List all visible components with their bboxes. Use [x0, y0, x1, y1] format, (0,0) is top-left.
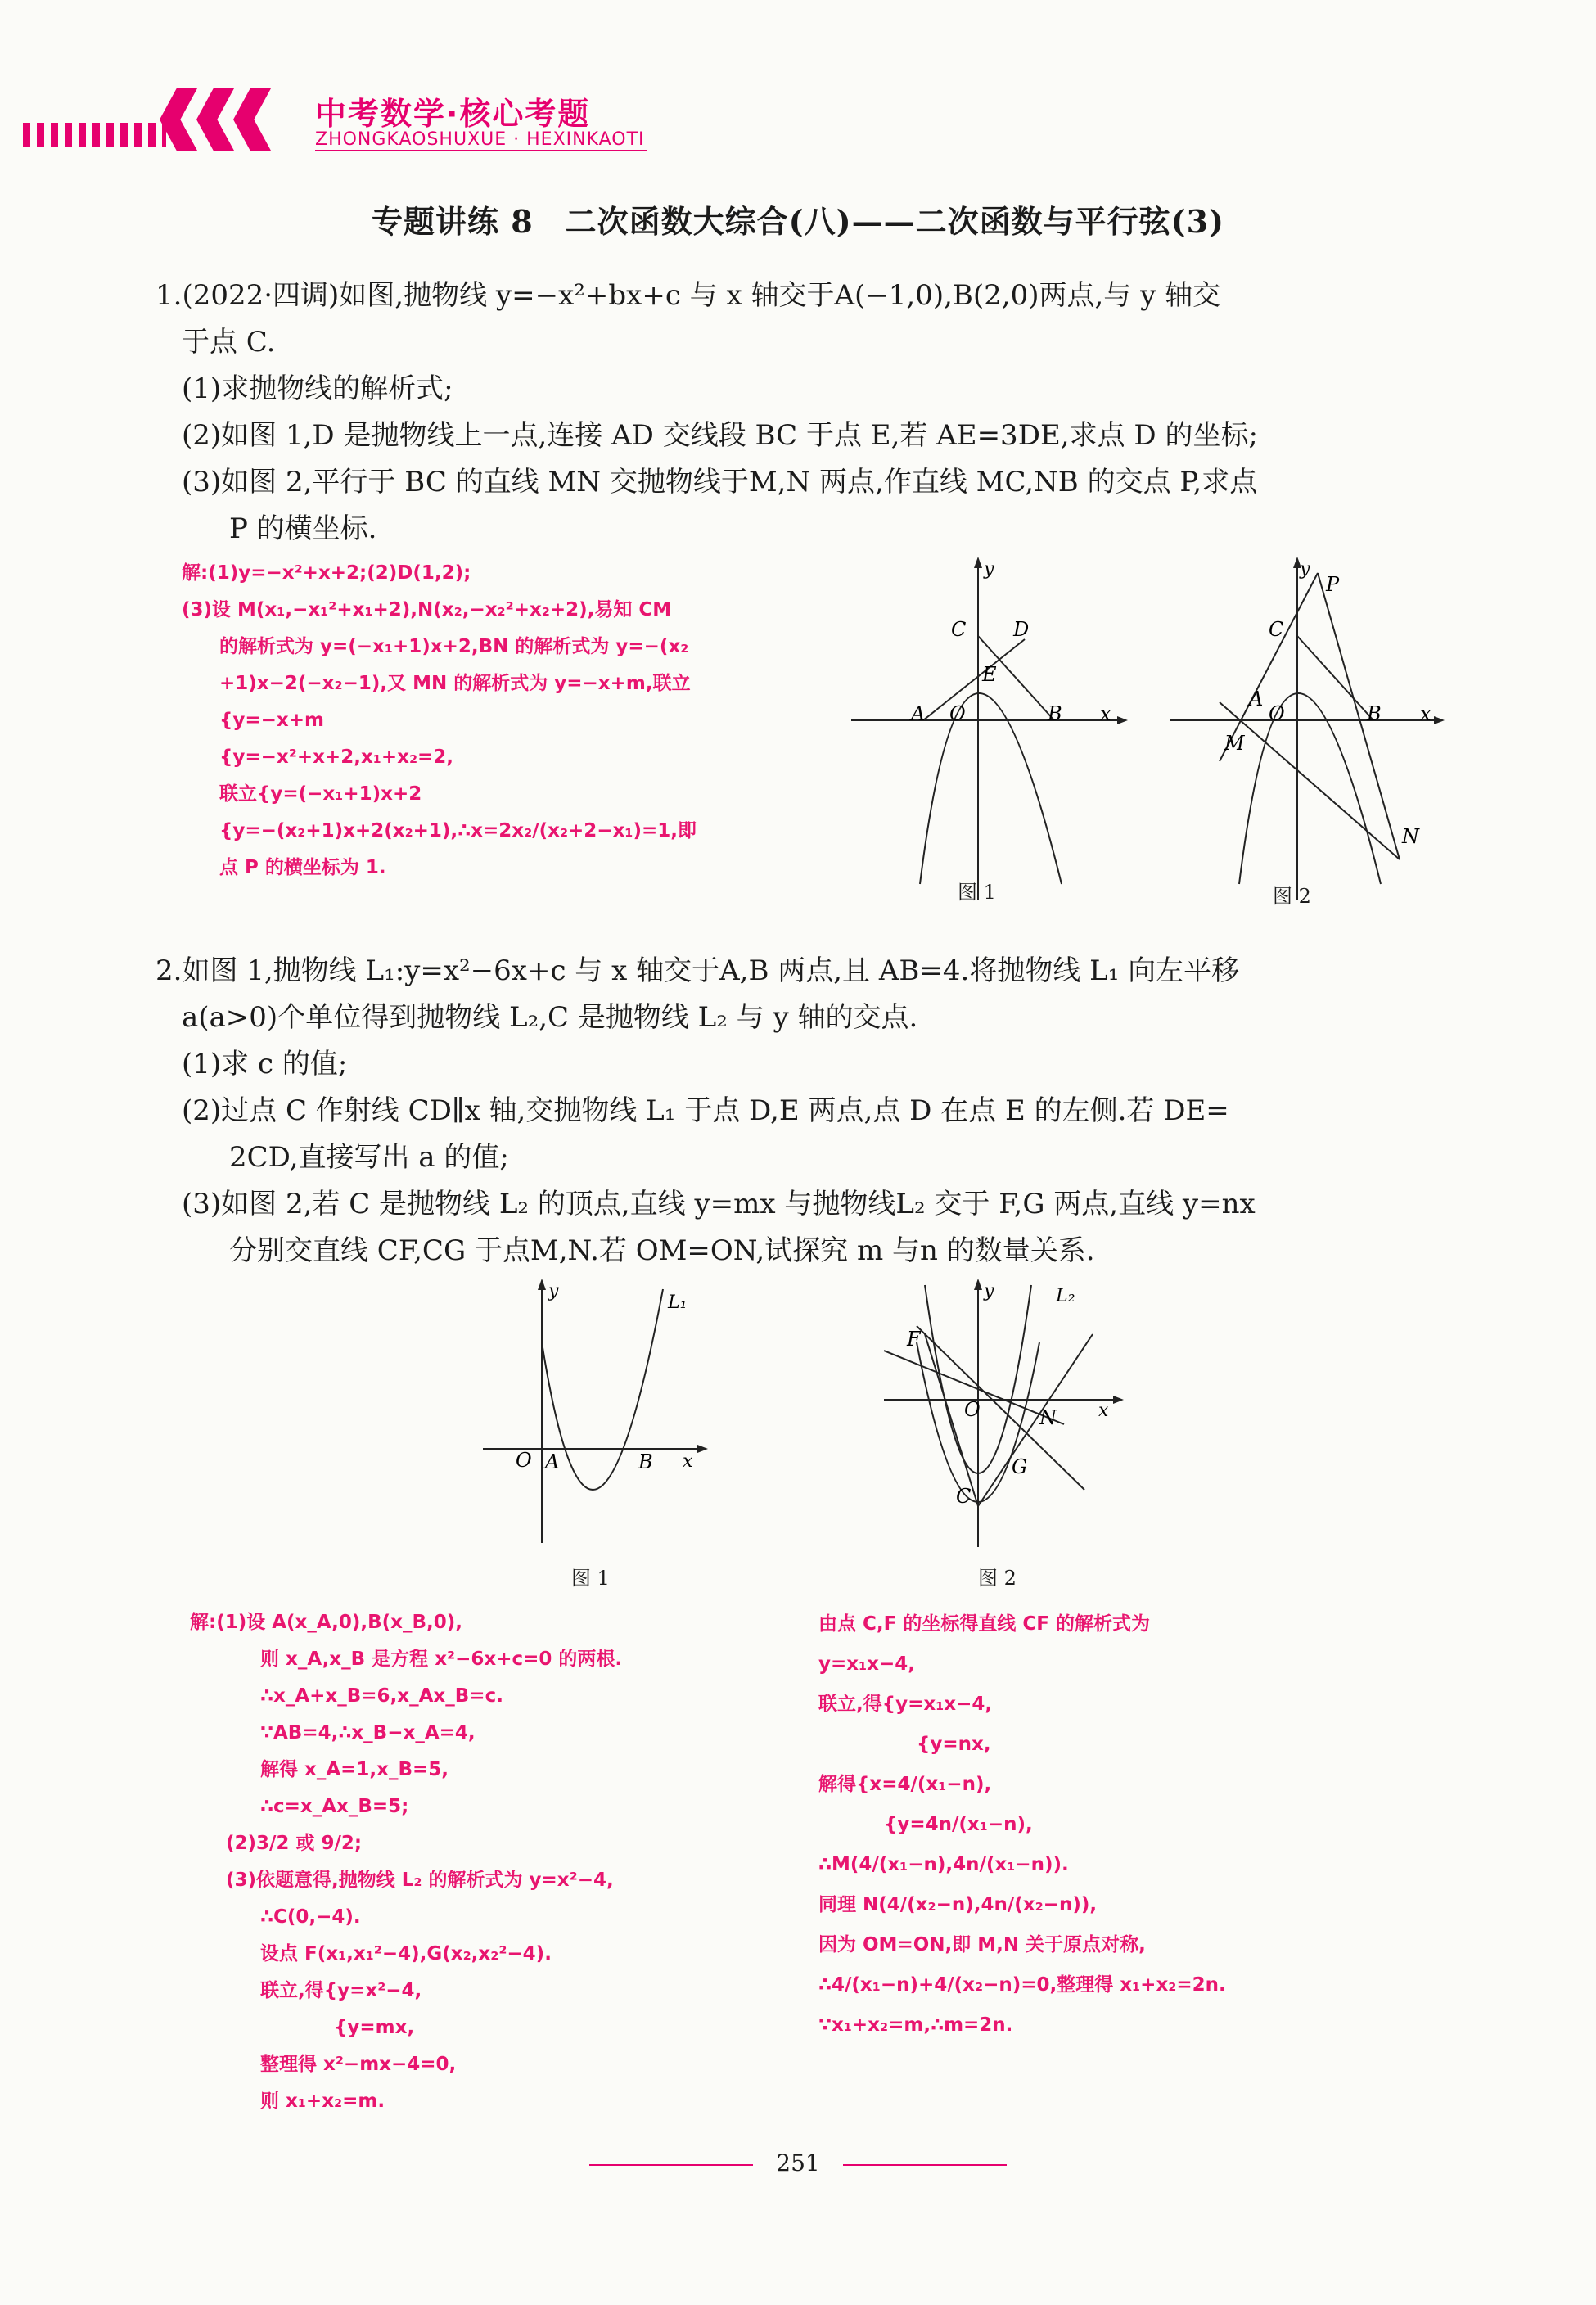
solution-line: ∴4/(x₁−n)+4/(x₂−n)=0,整理得 x₁+x₂=2n. [818, 1974, 1226, 1996]
label-p: P [1326, 573, 1340, 596]
q1-solution [182, 555, 836, 886]
solution-line: 解得 x_A=1,x_B=5, [260, 1759, 449, 1780]
label-a: A [545, 1450, 560, 1473]
solution-line: {y=−x²+x+2,x₁+x₂=2, [219, 747, 454, 768]
question-2 [156, 948, 1449, 1274]
label-m: M [1224, 732, 1245, 755]
label-n: N [1039, 1406, 1057, 1429]
solution-line: 设点 F(x₁,x₁²−4),G(x₂,x₂²−4). [260, 1943, 552, 1964]
q1-fig2-caption: 图 2 [1273, 885, 1311, 908]
label-a: A [911, 702, 926, 725]
solution-line: {y=mx, [334, 2017, 415, 2038]
q1-figure-1 [851, 557, 1129, 917]
x-axis-arrow [1434, 716, 1445, 724]
q2-part2: (2)过点 C 作射线 CD∥x 轴,交抛物线 L₁ 于点 D,E 两点,点 D 在点 E 的左侧.若 DE= [182, 1094, 1229, 1127]
page-title: 专题讲练 8 二次函数大综合(八)——二次函数与平行弦(3) [371, 203, 1225, 240]
label-y: y [984, 559, 994, 580]
q2-part1: (1)求 c 的值; [182, 1048, 348, 1080]
solution-line: 解:(1)y=−x²+x+2;(2)D(1,2); [182, 562, 471, 584]
label-y: y [1300, 559, 1310, 580]
solution-line: 解:(1)设 A(x_A,0),B(x_B,0), [190, 1612, 462, 1633]
q1-line1: 1.(2022·四调)如图,抛物线 y=−x²+bx+c 与 x 轴交于A(−1,0),B(2,0)两点,与 y 轴交 [156, 279, 1221, 312]
label-g: G [1012, 1455, 1028, 1478]
y-axis-arrow [974, 1279, 982, 1290]
solution-line: {y=−(x₂+1)x+2(x₂+1),∴x=2x₂/(x₂+2−x₁)=1,即 [219, 820, 697, 841]
q2-part3: (3)如图 2,若 C 是抛物线 L₂ 的顶点,直线 y=mx 与抛物线L₂ 交于 F,G 两点,直线 y=nx [182, 1188, 1256, 1220]
q2-figure-1 [483, 1277, 712, 1547]
label-x: x [683, 1451, 693, 1472]
solution-line: 点 P 的横坐标为 1. [219, 857, 386, 878]
solution-line: 则 x₁+x₂=m. [260, 2091, 385, 2112]
q1-part1: (1)求抛物线的解析式; [182, 372, 453, 405]
label-x: x [1098, 1401, 1109, 1421]
label-o: O [964, 1398, 981, 1421]
solution-line: 由点 C,F 的坐标得直线 CF 的解析式为 [818, 1613, 1150, 1635]
solution-line: y=x₁x−4, [818, 1653, 916, 1675]
label-x: x [1420, 702, 1431, 725]
x-axis-arrow [1113, 1396, 1124, 1404]
solution-line: 整理得 x²−mx−4=0, [260, 2054, 457, 2075]
solution-line: {y=nx, [917, 1734, 991, 1755]
label-d: D [1013, 618, 1030, 641]
q2-figure-2 [884, 1277, 1129, 1555]
header-subtitle: ZHONGKAOSHUXUE · HEXINKAOTI [315, 129, 645, 150]
q1-part3: (3)如图 2,平行于 BC 的直线 MN 交抛物线于M,N 两点,作直线 MC,NB 的交点 P,求点 [182, 466, 1258, 498]
label-y: y [548, 1281, 559, 1301]
label-l2: L₂ [1056, 1286, 1075, 1306]
solution-line: (2)3/2 或 9/2; [226, 1833, 363, 1854]
parabola [920, 693, 1062, 884]
q2-line1: 2.如图 1,抛物线 L₁:y=x²−6x+c 与 x 轴交于A,B 两点,且 AB=4.将抛物线 L₁ 向左平移 [156, 954, 1240, 987]
solution-line: ∴c=x_Ax_B=5; [260, 1796, 409, 1817]
question-1 [156, 273, 1449, 553]
label-f: F [907, 1328, 921, 1351]
solution-line: (3)设 M(x₁,−x₁²+x₁+2),N(x₂,−x₂²+x₂+2),易知 CM [182, 599, 672, 620]
q2-part2-cont: 2CD,直接写出 a 的值; [229, 1141, 509, 1174]
header-rule [315, 150, 647, 151]
y-axis-arrow [974, 557, 982, 568]
q2-solution-left [190, 1604, 779, 2120]
solution-line: +1)x−2(−x₂−1),又 MN 的解析式为 y=−x+m,联立 [219, 673, 691, 694]
solution-line: 因为 OM=ON,即 M,N 关于原点对称, [818, 1934, 1146, 1955]
label-o: O [949, 702, 966, 725]
label-l1: L₁ [668, 1292, 688, 1313]
header-chevron [233, 88, 271, 151]
header-title: 中考数学·核心考题 [315, 96, 591, 132]
segment-ad [923, 639, 1025, 720]
page-number: 251 [776, 2149, 820, 2176]
label-a: A [1249, 688, 1264, 710]
q1-line2: 于点 C. [182, 326, 276, 359]
label-o: O [1269, 702, 1285, 725]
solution-line: 联立{y=(−x₁+1)x+2 [219, 783, 422, 805]
header-chevron [196, 88, 234, 151]
label-n: N [1402, 825, 1419, 848]
label-c: C [1269, 618, 1284, 641]
solution-line: 解得{x=4/(x₁−n), [818, 1774, 992, 1795]
line-nb [1318, 573, 1400, 859]
solution-line: 联立,得{y=x²−4, [260, 1980, 422, 2001]
solution-line: (3)依题意得,抛物线 L₂ 的解析式为 y=x²−4, [226, 1870, 614, 1891]
q2-part3-cont: 分别交直线 CF,CG 于点M,N.若 OM=ON,试探究 m 与n 的数量关系. [229, 1234, 1095, 1267]
q1-part2: (2)如图 1,D 是抛物线上一点,连接 AD 交线段 BC 于点 E,若 AE=3DE,求点 D 的坐标; [182, 419, 1258, 452]
label-b: B [1367, 702, 1382, 725]
solution-line: 则 x_A,x_B 是方程 x²−6x+c=0 的两根. [260, 1649, 623, 1670]
solution-line: ∴x_A+x_B=6,x_Ax_B=c. [260, 1685, 503, 1707]
solution-line: ∴M(4/(x₁−n),4n/(x₁−n)). [818, 1854, 1069, 1875]
x-axis-arrow [697, 1445, 708, 1453]
label-b: B [1048, 702, 1062, 725]
q1-figure-2 [1170, 557, 1449, 900]
solution-line: 的解析式为 y=(−x₁+1)x+2,BN 的解析式为 y=−(x₂ [219, 636, 689, 657]
label-e: E [982, 663, 997, 686]
q2-solution-right [818, 1604, 1473, 2046]
x-axis-arrow [1117, 716, 1128, 724]
y-axis-arrow [538, 1279, 546, 1290]
solution-line: {y=4n/(x₁−n), [884, 1814, 1033, 1835]
q2-fig1-caption: 图 1 [571, 1567, 610, 1590]
label-y: y [984, 1281, 994, 1301]
solution-line: ∵AB=4,∴x_B−x_A=4, [260, 1722, 476, 1743]
label-x: x [1100, 702, 1111, 725]
solution-line: ∵x₁+x₂=m,∴m=2n. [818, 2014, 1013, 2036]
label-o: O [516, 1449, 532, 1472]
solution-line: 联立,得{y=x₁x−4, [818, 1694, 993, 1715]
header-stripes [23, 123, 166, 147]
q2-line2: a(a>0)个单位得到抛物线 L₂,C 是抛物线 L₂ 与 y 轴的交点. [182, 1001, 918, 1034]
label-c: C [956, 1485, 972, 1508]
solution-line: {y=−x+m [219, 710, 324, 731]
solution-line: ∴C(0,−4). [260, 1906, 361, 1928]
line-bc [1297, 636, 1373, 720]
q1-part3-cont: P 的横坐标. [229, 512, 377, 545]
line-y-mx [917, 1326, 1084, 1490]
label-c: C [951, 618, 967, 641]
q1-fig1-caption: 图 1 [958, 881, 996, 904]
q2-fig2-caption: 图 2 [978, 1567, 1017, 1590]
label-b: B [638, 1450, 653, 1473]
solution-line: 同理 N(4/(x₂−n),4n/(x₂−n)), [818, 1894, 1098, 1915]
